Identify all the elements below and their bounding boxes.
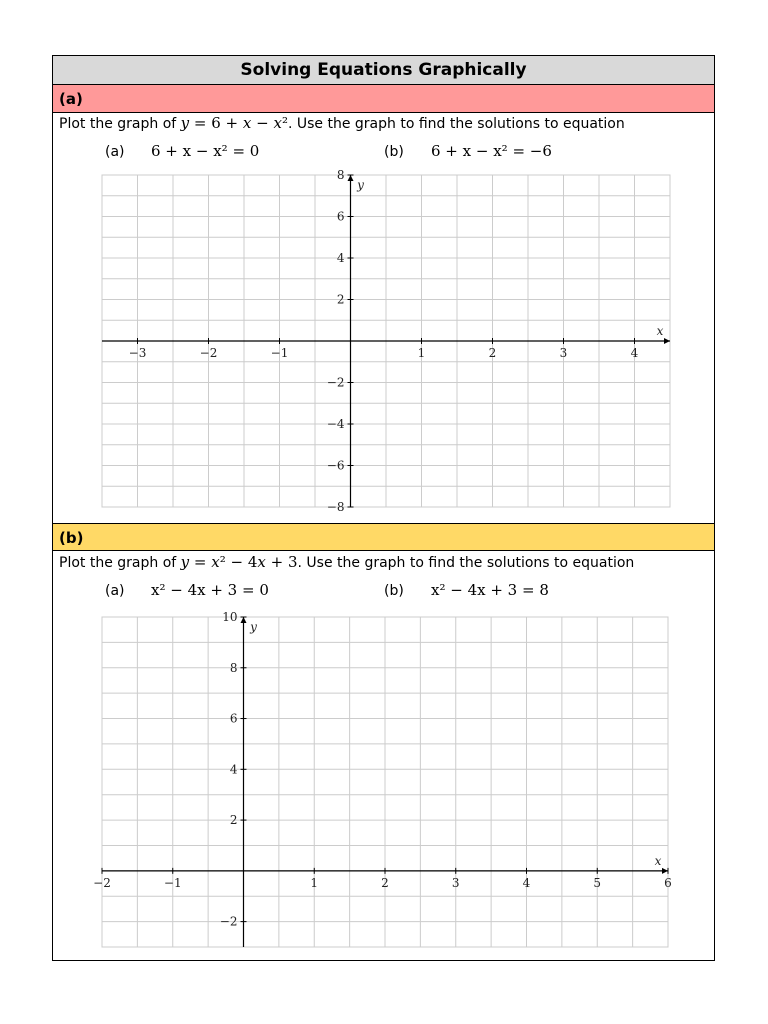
function-term: + 3 — [265, 553, 298, 571]
worksheet-title: Solving Equations Graphically — [53, 56, 714, 85]
y-tick-label: 4 — [229, 762, 238, 777]
y-axis-label: y — [250, 620, 257, 634]
x-axis-arrow — [662, 868, 668, 874]
section-b-header: (b) — [53, 523, 714, 551]
part-equation: x² − 4x + 3 = 8 — [431, 581, 549, 599]
y-tick-label: −8 — [326, 500, 345, 514]
part-equation: 6 + x − x² = 0 — [151, 142, 260, 160]
y-tick-label: 10 — [222, 610, 238, 624]
x-axis-label: x — [654, 853, 662, 868]
part-label: (a) — [105, 583, 125, 599]
x-tick-label: 5 — [593, 875, 602, 890]
function-term: ² − 4 — [219, 553, 258, 571]
x-tick-label: −3 — [128, 346, 147, 360]
y-axis-arrow — [241, 617, 247, 623]
function-expression: y = x² − 4x + 3 — [180, 553, 298, 571]
x-tick-label: 1 — [310, 875, 319, 890]
x-tick-label: 3 — [559, 346, 568, 360]
function-lhs: y — [180, 114, 190, 132]
x-tick-label: 4 — [522, 875, 531, 890]
y-tick-label: 8 — [336, 168, 345, 182]
y-axis-label: y — [357, 178, 364, 192]
coordinate-grid-b[interactable] — [93, 610, 672, 947]
function-term: x — [211, 553, 220, 571]
function-term: x — [257, 553, 266, 571]
section-b-instruction — [59, 553, 634, 571]
x-tick-label: 4 — [630, 346, 639, 360]
y-tick-label: 4 — [336, 251, 345, 265]
x-tick-label: 3 — [451, 875, 460, 890]
x-tick-label: −2 — [199, 346, 218, 360]
part-label: (b) — [384, 583, 404, 599]
x-tick-label: 2 — [488, 346, 497, 360]
part-label: (a) — [105, 144, 125, 160]
instruction-outro: . Use the graph to find the solutions to equation — [297, 555, 635, 571]
y-tick-label: −2 — [326, 375, 345, 390]
y-tick-label: 8 — [229, 660, 238, 675]
x-axis-label: x — [656, 324, 664, 338]
y-tick-label: 6 — [336, 209, 345, 224]
part-equation: x² − 4x + 3 = 0 — [151, 581, 269, 599]
x-tick-label: −1 — [270, 346, 289, 360]
instruction-intro: Plot the graph of — [59, 116, 177, 132]
section-a-instruction — [59, 114, 625, 132]
x-tick-label: 2 — [381, 875, 389, 890]
function-expression: y = 6 + x − x² — [180, 114, 288, 132]
y-tick-label: 6 — [229, 711, 238, 726]
coordinate-grid-a[interactable] — [102, 168, 670, 514]
x-tick-label: 6 — [664, 875, 672, 890]
y-tick-label: −4 — [326, 417, 345, 431]
y-tick-label: −2 — [219, 914, 238, 929]
function-term: − — [251, 114, 274, 132]
function-term: ² — [281, 114, 288, 132]
part-label: (b) — [384, 144, 404, 160]
function-term: x — [242, 114, 252, 132]
function-term: 6 + — [211, 114, 243, 132]
part-equation: 6 + x − x² = −6 — [431, 142, 552, 160]
y-axis-arrow — [348, 175, 354, 181]
y-tick-label: 2 — [229, 813, 238, 828]
x-tick-label: −1 — [163, 875, 182, 890]
x-tick-label: −2 — [93, 875, 111, 890]
section-a-header: (a) — [53, 85, 714, 113]
instruction-outro: . Use the graph to find the solutions to equation — [287, 116, 625, 132]
function-term: x — [273, 114, 282, 132]
y-tick-label: 2 — [336, 292, 345, 307]
x-tick-label: 1 — [417, 346, 426, 360]
instruction-intro: Plot the graph of — [59, 555, 177, 571]
y-tick-label: −6 — [326, 458, 345, 473]
x-axis-arrow — [664, 338, 670, 344]
function-lhs: y — [180, 553, 190, 571]
